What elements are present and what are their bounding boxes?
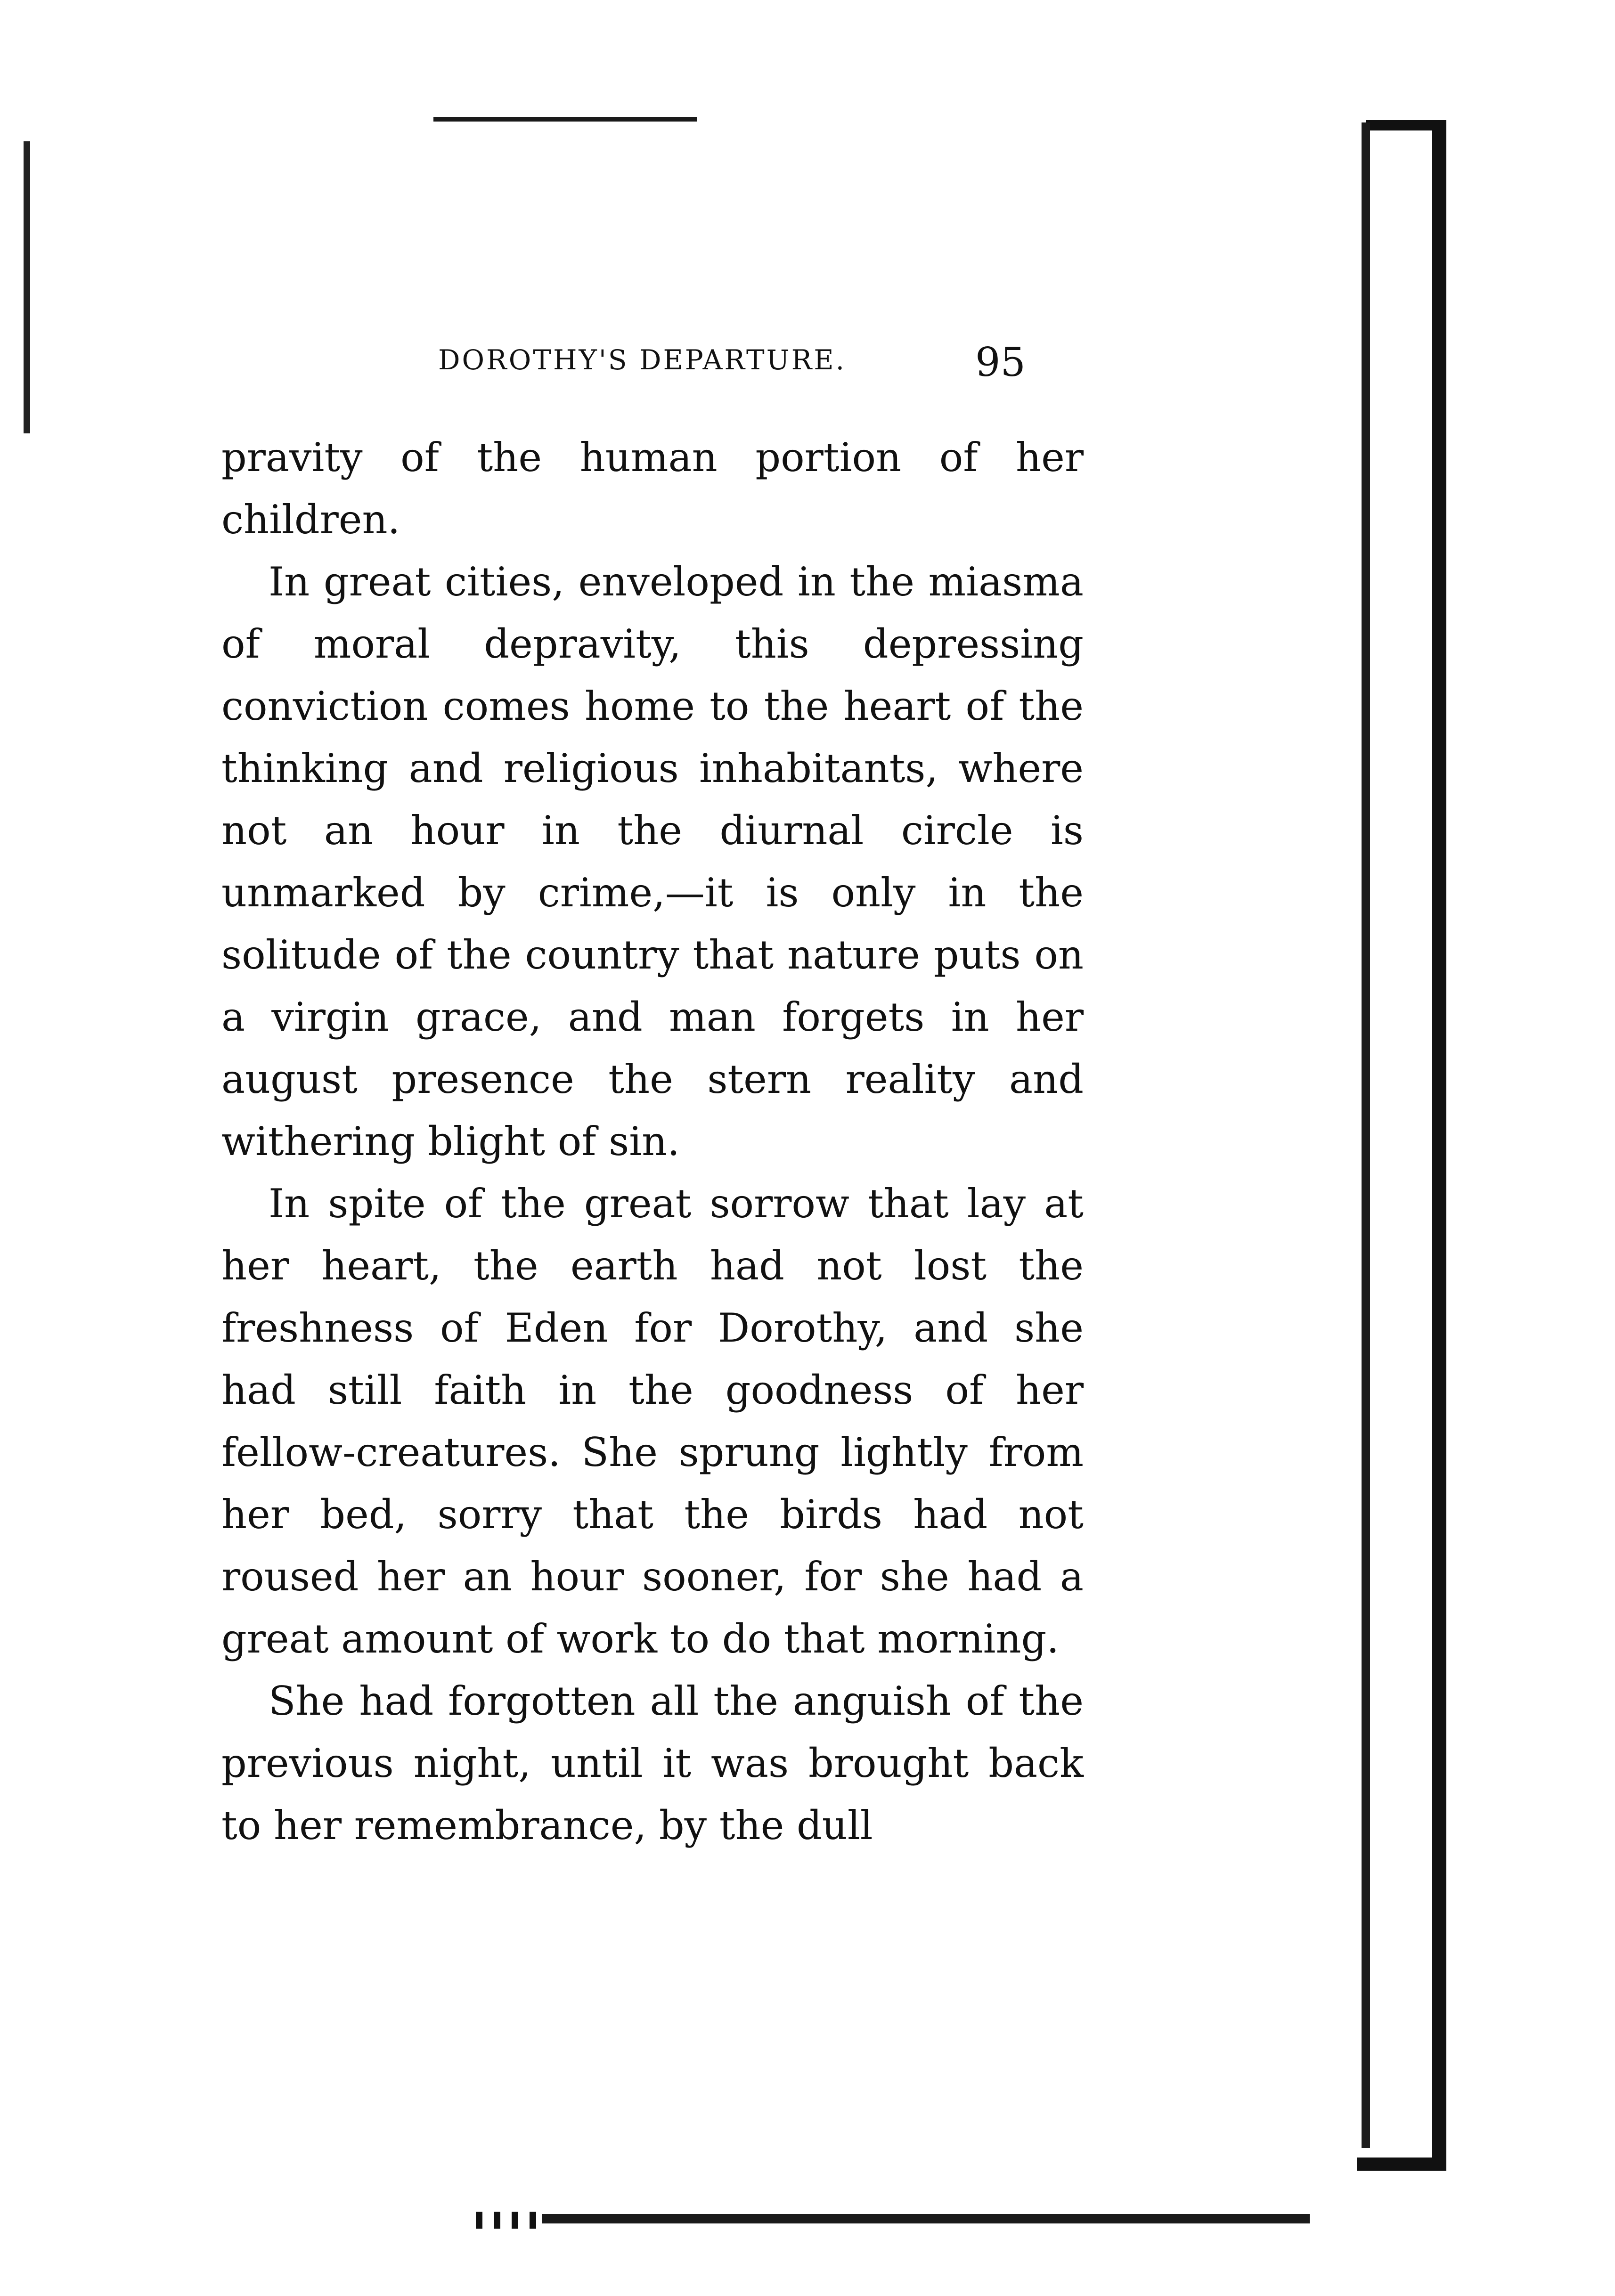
right-binding-edge-inner (1362, 122, 1370, 2148)
paragraph-2: In great cities, enveloped in the miasma of moral depravity, this depressing conviction comes home to the heart of the thinking and religious inhabitants, where not an hour in the diurnal circle is unmarked by crime,—it is only in the solitude of the country that nature puts on a virgin grace, and man forgets in her august presence the stern reality and withering blight of sin. (221, 559, 1084, 1164)
top-rule (433, 117, 697, 122)
paragraph-3: In spite of the great sorrow that lay at her heart, the earth had not lost the freshness of Eden for Dorothy, and she had still faith in the goodness of her fellow-creatures. She sprung lightly from her bed, sorry that the birds had not roused her an hour sooner, for she had a great amount of work to do that morning. (221, 1181, 1084, 1662)
right-binding-edge-outer (1432, 122, 1446, 2158)
bottom-edge-marks (476, 2212, 537, 2229)
paragraph-1: pravity of the human portion of her children. (221, 434, 1084, 543)
running-title: DOROTHY'S DEPARTURE. (438, 344, 847, 376)
running-head (438, 339, 1051, 386)
right-binding-bottom (1357, 2158, 1446, 2171)
body-text (221, 426, 1084, 1856)
left-edge-shadow (24, 141, 30, 433)
paragraph-4: She had forgotten all the anguish of the previous night, until it was brought back to her remembrance, by the dull (221, 1678, 1084, 1848)
bottom-edge-strip (542, 2214, 1310, 2223)
page-number: 95 (975, 339, 1026, 385)
